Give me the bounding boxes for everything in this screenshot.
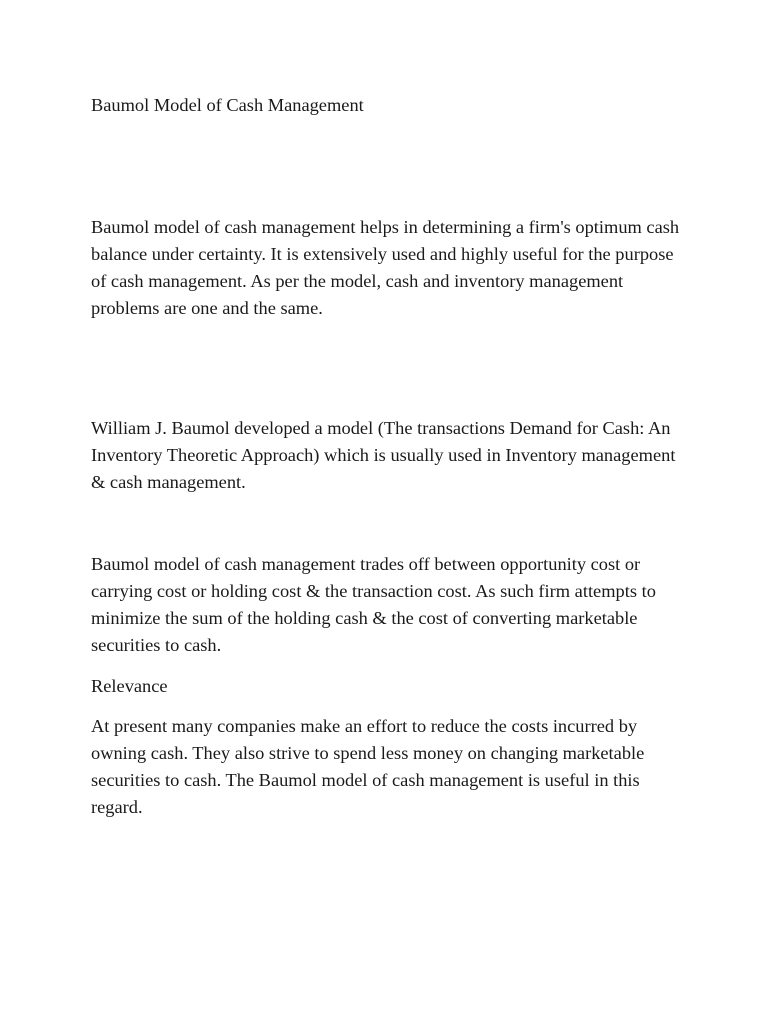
document-title: Baumol Model of Cash Management bbox=[91, 95, 364, 115]
paragraph-relevance: At present many companies make an effort to reduce the costs incurred by owning cash. They also strive to spend less money on changing marketable securities to cash. The Baumol model of cash management is useful in this regard. bbox=[91, 716, 645, 817]
paragraph-definition: Baumol model of cash management helps in determining a firm's optimum cash balance under certainty. It is extensively used and highly useful for the purpose of cash management. As per the model, cash and inventory management problems are one and the same. bbox=[91, 217, 680, 318]
relevance-heading: Relevance bbox=[91, 676, 168, 696]
paragraph-tradeoff: Baumol model of cash management trades off between opportunity cost or carrying cost or holding cost & the transaction cost. As such firm attempts to minimize the sum of the holding cash & the cost of converting marketable securities to cash. bbox=[91, 554, 656, 655]
paragraph-origin: William J. Baumol developed a model (The transactions Demand for Cash: An Inventory Theoretic Approach) which is usually used in Inventory management & cash management. bbox=[91, 418, 676, 492]
